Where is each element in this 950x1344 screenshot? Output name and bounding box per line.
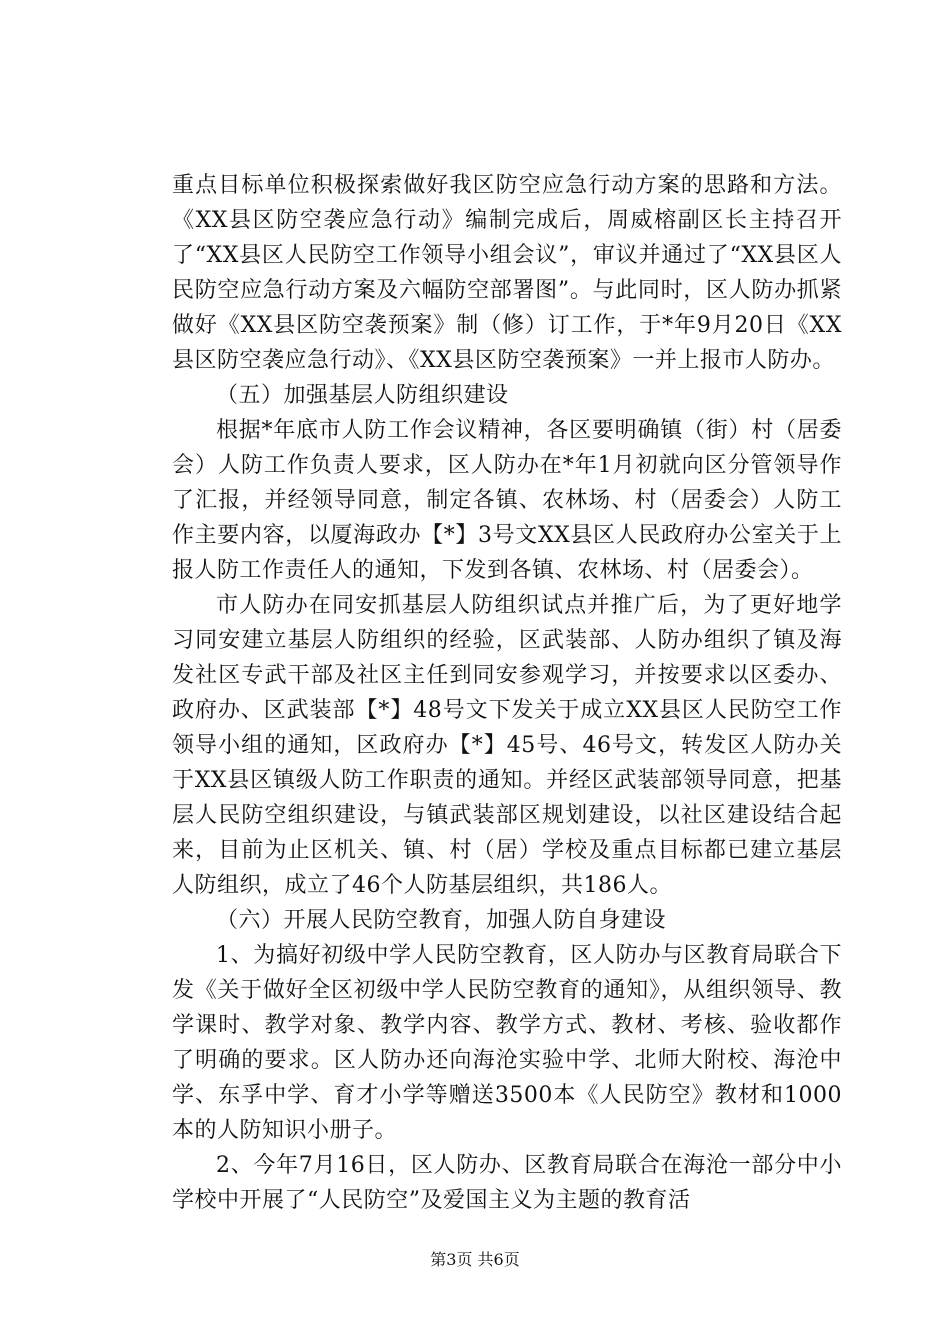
paragraph-continued: 重点目标单位积极探索做好我区防空应急行动方案的思路和方法。《XX县区防空袭应急行动》编制完成后，周威榕副区长主持召开了“XX县区人民防空工作领导小组会议”，审议并通过了“XX县区人民防空应急行动方案及六幅防空部署图”。与此同时，区人防办抓紧做好《XX县区防空袭预案》制（修）订工作，于*年9月20日《XX县区防空袭应急行动》、《XX县区防空袭预案》一并上报市人防办。 bbox=[172, 173, 842, 373]
document-body bbox=[172, 168, 842, 1218]
section-heading-six: （六）开展人民防空教育，加强人防自身建设 bbox=[216, 908, 667, 933]
paragraph-grassroots-work: 根据*年底市人防工作会议精神，各区要明确镇（街）村（居委会）人防工作负责人要求，区人防办在*年1月初就向区分管领导作了汇报，并经领导同意，制定各镇、农林场、村（居委会）人防工作主要内容，以厦海政办【*】3号文XX县区人民政府办公室关于上报人防工作责任人的通知，下发到各镇、农林场、村（居委会）。 bbox=[172, 418, 842, 583]
page-footer: 第3页 共6页 bbox=[430, 1250, 520, 1269]
paragraph-education-1: 1、为搞好初级中学人民防空教育，区人防办与区教育局联合下发《关于做好全区初级中学人民防空教育的通知》，从组织领导、教学课时、教学对象、教学内容、教学方式、教材、考核、验收都作了明确的要求。区人防办还向海沧实验中学、北师大附校、海沧中学、东孚中学、育才小学等赠送3500本《人民防空》教材和1000本的人防知识小册子。 bbox=[172, 943, 842, 1143]
paragraph-tongan-pilot: 市人防办在同安抓基层人防组织试点并推广后，为了更好地学习同安建立基层人防组织的经验，区武装部、人防办组织了镇及海发社区专武干部及社区主任到同安参观学习，并按要求以区委办、政府办、区武装部【*】48号文下发关于成立XX县区人民防空工作领导小组的通知，区政府办【*】45号、46号文，转发区人防办关于XX县区镇级人防工作职责的通知。并经区武装部领导同意，把基层人民防空组织建设，与镇武装部区规划建设，以社区建设结合起来，目前为止区机关、镇、村（居）学校及重点目标都已建立基层人防组织，成立了46个人防基层组织，共186人。 bbox=[172, 593, 842, 898]
section-heading-five: （五）加强基层人防组织建设 bbox=[216, 383, 509, 408]
paragraph-education-2: 2、今年7月16日，区人防办、区教育局联合在海沧一部分中小学校中开展了“人民防空”及爱国主义为主题的教育活 bbox=[172, 1153, 842, 1213]
